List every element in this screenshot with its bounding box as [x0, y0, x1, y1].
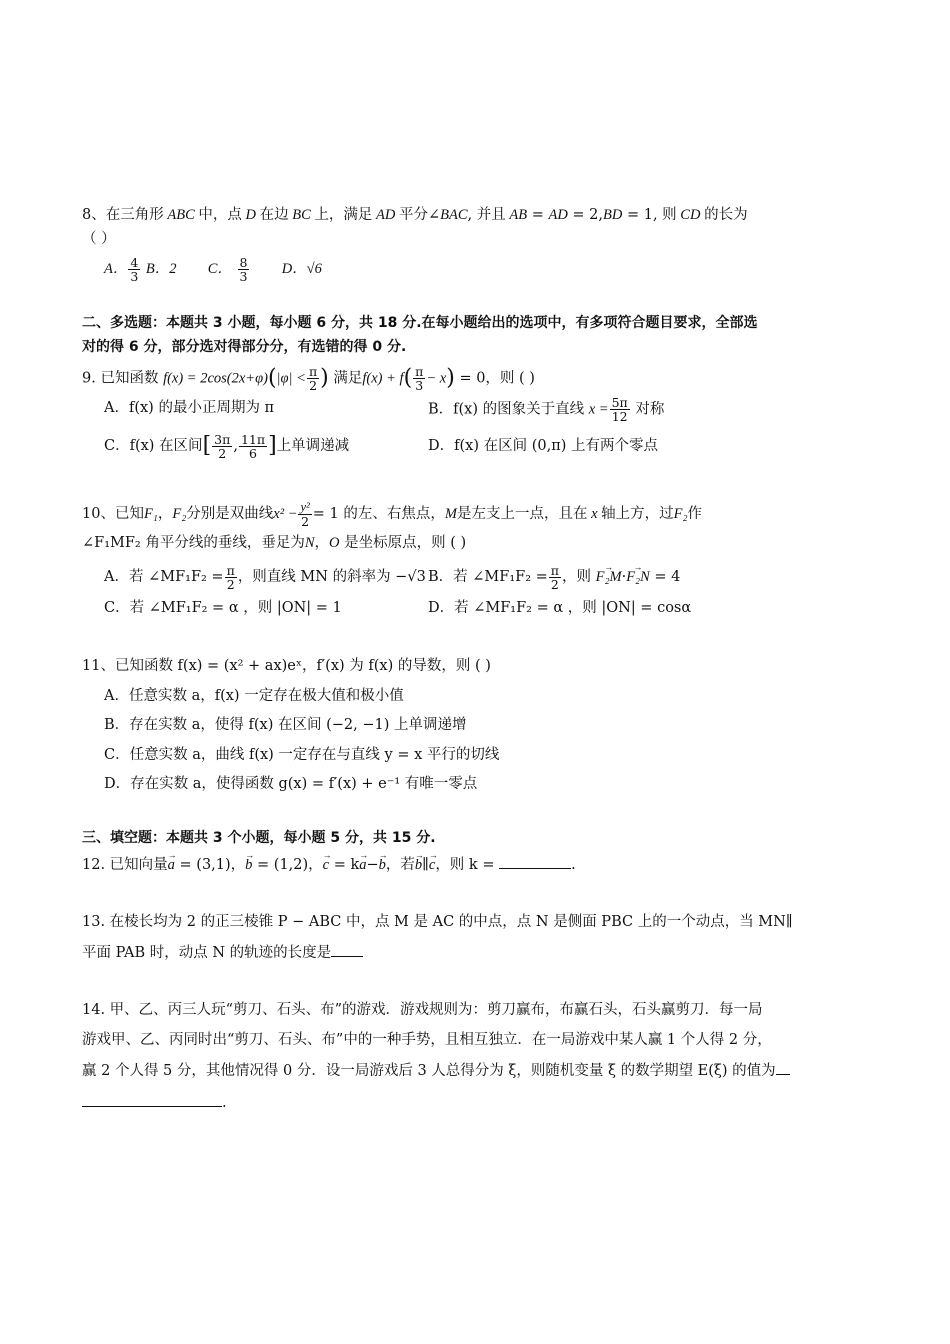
- q8-option-c[interactable]: C． $\frac{8}{3}$: [207, 254, 248, 284]
- q11-option-b[interactable]: B．存在实数 a，使得 f(x) 在区间 (−2, −1) 上单调递增: [104, 717, 467, 733]
- section3-header: 三、填空题：本题共 3 个小题，每小题 5 分，共 15 分.: [82, 830, 436, 846]
- q10-option-c[interactable]: C．若 ∠MF₁F₂ = α ，则 |ON| = 1: [104, 600, 342, 616]
- q8-options: [104, 255, 322, 283]
- q8-option-a[interactable]: A． $\frac{4}{3}$: [104, 254, 139, 284]
- q9-option-b[interactable]: B．f(x) 的图象关于直线 x = $\frac{5\pi}{12}$ 对称: [428, 395, 665, 424]
- q8-paren: （ ）: [82, 231, 116, 247]
- q10-stem-line2: ∠F₁MF₂ 角平分线的垂线，垂足为N，O 是坐标原点，则 ( ): [82, 535, 467, 551]
- q8-option-d[interactable]: D．√6: [281, 261, 322, 277]
- q13-answer-blank[interactable]: [331, 942, 363, 957]
- section2-header-line2: 对的得 6 分，部分选对得部分分，有选错的得 0 分.: [82, 339, 407, 355]
- q14-line4: .: [82, 1092, 227, 1113]
- q10-option-a[interactable]: A．若 ∠MF₁F₂ = $\frac{\pi}{2}$ ，则直线 MN 的斜率为 −√3: [104, 562, 426, 592]
- q11-option-a[interactable]: A．任意实数 a，f(x) 一定存在极大值和极小值: [104, 688, 404, 704]
- q8-stem: 8、在三角形 ABC 中，点 D 在边 BC 上，满足 AD 平分∠BAC, 并且 AB = AD = 2,BD = 1, 则 CD 的长为: [82, 207, 748, 223]
- q14-answer-blank[interactable]: [82, 1092, 222, 1107]
- q12-answer-blank[interactable]: [499, 854, 571, 869]
- q8-option-b[interactable]: B．2: [145, 261, 177, 277]
- q9-option-c[interactable]: C．f(x) 在区间[ $\frac{3\pi}{2}$ , $\frac{11\pi}{6}$ ]上单调递减: [104, 431, 350, 461]
- q11-stem: 11、已知函数 f(x) = (x² + ax)eˣ，f′(x) 为 f(x) 的导数，则 ( ): [82, 658, 491, 674]
- q10-option-d[interactable]: D．若 ∠MF₁F₂ = α ，则 |ON| = cosα: [428, 600, 692, 616]
- q14-line1: 14. 甲、乙、丙三人玩“剪刀、石头、布”的游戏．游戏规则为：剪刀赢布，布赢石头，石头赢剪刀．每一局: [82, 1002, 763, 1018]
- q9-stem: 9. 已知函数 f(x) = 2cos(2x+φ)(|φ| < $\frac{\pi}{2}$ ) 满足f(x) + f( $\frac{\pi}{3}$ − x) = 0，则 ( ): [82, 364, 535, 393]
- q11-option-c[interactable]: C．任意实数 a，曲线 f(x) 一定存在与直线 y = x 平行的切线: [104, 747, 500, 763]
- q14-line2: 游戏甲、乙、丙同时出“剪刀、石头、布”中的一种手势，且相互独立．在一局游戏中某人赢 1 个人得 2 分，: [82, 1032, 772, 1048]
- q10-stem-line1: 10、已知F₁，F₂分别是双曲线x² − $\frac{\text{y²}}{2}$ = 1 的左、右焦点，M是左支上一点，且在 x 轴上方，过F₂作: [82, 499, 703, 529]
- q14-answer-blank-start: [776, 1060, 790, 1075]
- q14-line3: 赢 2 个人得 5 分，其他情况得 0 分．设一局游戏后 3 人总得分为 ξ，则随机变量 ξ 的数学期望 E(ξ) 的值为: [82, 1060, 790, 1081]
- q13-line2: 平面 PAB 时，动点 N 的轨迹的长度是: [82, 942, 363, 963]
- section2-header-line1: 二、多选题：本题共 3 小题，每小题 6 分，共 18 分.在每小题给出的选项中，有多项符合题目要求，全部选: [82, 315, 758, 331]
- q9-option-d[interactable]: D．f(x) 在区间 (0,π) 上有两个零点: [428, 438, 658, 454]
- q12-stem: 12. 已知向量→ a = (3,1)，→ b = (1,2)，→ c = k→ a−→ b，若→ b∥→ c，则 k = .: [82, 854, 576, 875]
- q9-option-a[interactable]: A．f(x) 的最小正周期为 π: [104, 400, 275, 416]
- q11-option-d[interactable]: D．存在实数 a，使得函数 g(x) = f′(x) + e⁻¹ 有唯一零点: [104, 776, 478, 792]
- q13-line1: 13. 在棱长均为 2 的正三棱锥 P − ABC 中，点 M 是 AC 的中点，点 N 是侧面 PBC 上的一个动点，当 MN∥: [82, 914, 793, 930]
- q10-option-b[interactable]: B．若 ∠MF₁F₂ = $\frac{\pi}{2}$ ，则 → F₂M·→ F₂N = 4: [428, 563, 680, 591]
